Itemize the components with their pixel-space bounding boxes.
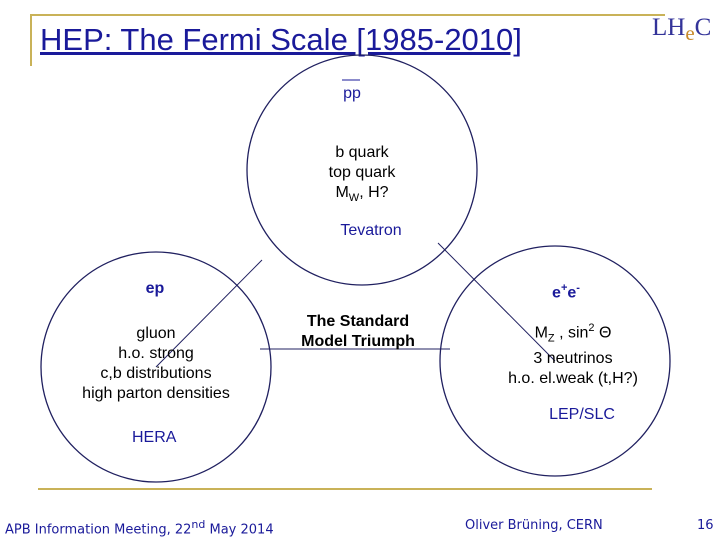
- page-number: 16: [697, 518, 714, 533]
- top-line3-main: M: [335, 184, 349, 201]
- right-line3: h.o. el.weak (t,H?): [508, 369, 638, 387]
- right-header-minus: -: [576, 282, 580, 294]
- center-line1: The Standard: [306, 313, 410, 330]
- right-header-plus: +: [560, 282, 568, 294]
- center-text: [288, 312, 428, 352]
- top-line3: [292, 183, 432, 208]
- center-line2: Model Triumph: [301, 333, 415, 350]
- footer-author: Oliver Brüning, CERN: [465, 518, 603, 533]
- left-line3: c,b distributions: [100, 365, 212, 382]
- top-header: pp: [343, 85, 361, 102]
- right-header-e1: e: [552, 284, 561, 302]
- right-line1-sub: Z: [547, 332, 555, 345]
- right-line1-end: Θ: [594, 324, 612, 342]
- page-title: HEP: The Fermi Scale [1985-2010]: [40, 22, 522, 57]
- hera-label: HERA: [132, 429, 177, 446]
- left-line1: gluon: [136, 325, 176, 342]
- right-header-e2: e: [567, 284, 577, 302]
- right-line1-mid: , sin: [554, 324, 589, 342]
- right-line1-sup: 2: [588, 322, 595, 334]
- right-line2: 3 neutrinos: [533, 349, 613, 367]
- tevatron-label: Tevatron: [340, 222, 402, 239]
- left-line4: high parton densities: [82, 385, 230, 402]
- right-header: [536, 282, 596, 302]
- left-header: ep: [145, 280, 165, 297]
- right-line1: [478, 318, 668, 349]
- top-circle-text: [292, 143, 432, 208]
- left-circle-text: [56, 324, 256, 404]
- left-line2: h.o. strong: [118, 345, 194, 362]
- top-line3-sub: W: [348, 192, 360, 205]
- top-line2: top quark: [328, 164, 396, 181]
- top-line3-rest: , H?: [359, 184, 389, 201]
- right-line1-main: M: [534, 324, 548, 342]
- lep-slc-label: LEP/SLC: [549, 406, 615, 423]
- logo-part2: e: [685, 21, 695, 45]
- footer-event: [5, 518, 274, 537]
- top-line1: b quark: [335, 144, 389, 161]
- footer-event-main: APB Information Meeting, 22: [5, 522, 192, 538]
- footer-event-sup: nd: [191, 518, 206, 531]
- footer-divider: [38, 488, 652, 490]
- right-circle-text: [478, 318, 668, 389]
- logo-part3: C: [694, 14, 712, 41]
- footer-event-end: May 2014: [205, 522, 274, 538]
- logo-part1: LH: [652, 14, 686, 41]
